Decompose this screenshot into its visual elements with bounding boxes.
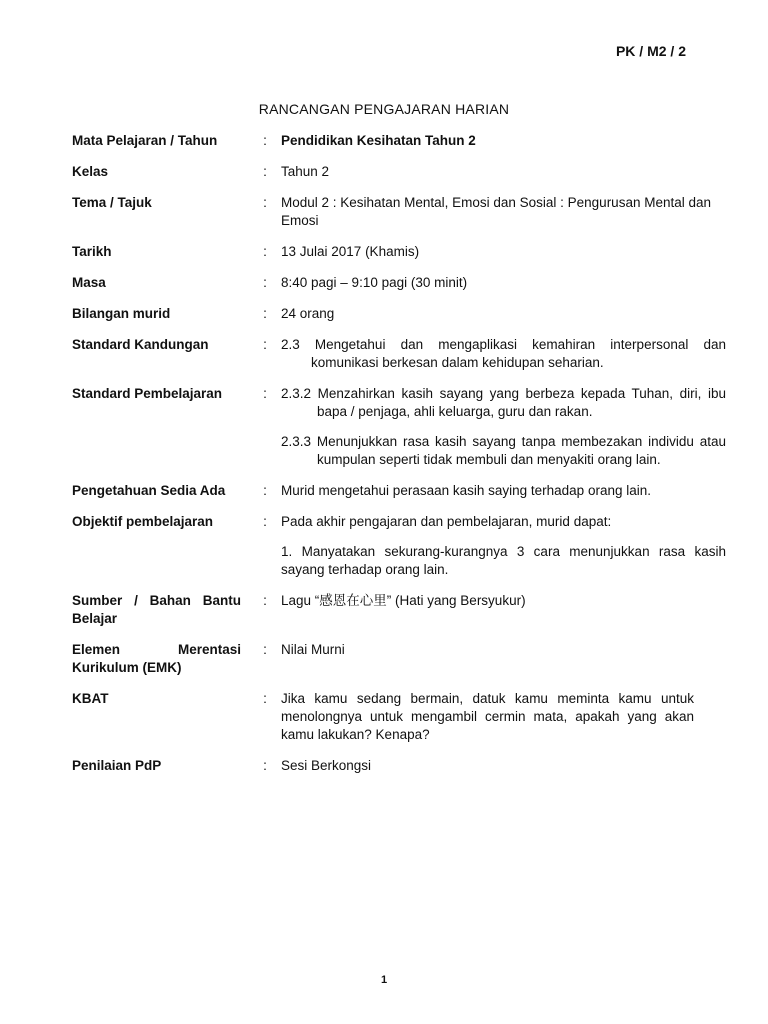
- field-label: KBAT: [72, 691, 109, 706]
- field-content-standard: [72, 335, 726, 372]
- field-label: Tema / Tajuk: [72, 195, 152, 210]
- field-students: [72, 304, 726, 323]
- field-colon: :: [263, 642, 267, 657]
- field-colon: :: [263, 593, 267, 608]
- field-colon: :: [263, 514, 267, 529]
- field-value: 13 Julai 2017 (Khamis): [281, 244, 420, 259]
- field-colon: :: [263, 244, 267, 259]
- field-subject: [72, 131, 726, 150]
- field-label: Masa: [72, 275, 106, 290]
- field-label: Mata Pelajaran / Tahun: [72, 133, 218, 148]
- field-value: Nilai Murni: [281, 642, 345, 657]
- field-label: Pengetahuan Sedia Ada: [72, 483, 226, 498]
- field-colon: :: [263, 691, 267, 706]
- field-hots: [72, 689, 726, 744]
- page-number: 1: [380, 974, 388, 986]
- field-colon: :: [263, 386, 267, 401]
- field-label: Standard Pembelajaran: [72, 386, 223, 401]
- objectives-intro: Pada akhir pengajaran dan pembelajaran, murid dapat:: [281, 514, 612, 529]
- field-theme: [72, 193, 726, 230]
- field-label: Objektif pembelajaran: [72, 514, 214, 529]
- learning-standard-item: 2.3.2 Menzahirkan kasih sayang yang berbeza kepada Tuhan, diri, ibu bapa / penjaga, ahli keluarga, guru dan rakan.: [281, 386, 726, 419]
- field-value: Pendidikan Kesihatan Tahun 2: [281, 133, 476, 148]
- document-code: PK / M2 / 2: [615, 43, 686, 59]
- field-value: Tahun 2: [281, 164, 330, 179]
- field-colon: :: [263, 483, 267, 498]
- field-learning-standard: [72, 384, 726, 469]
- field-colon: :: [263, 758, 267, 773]
- field-label: Sumber / Bahan Bantu Belajar: [72, 593, 241, 626]
- learning-standard-item: 2.3.3 Menunjukkan rasa kasih sayang tanpa membezakan individu atau kumpulan seperti tidak membuli dan menyakiti orang lain.: [281, 434, 726, 467]
- field-label: Penilaian PdP: [72, 758, 162, 773]
- document-title: RANCANGAN PENGAJARAN HARIAN: [258, 101, 510, 117]
- field-time: [72, 273, 726, 292]
- lesson-plan-fields: [72, 131, 726, 787]
- field-objectives: [72, 512, 726, 579]
- field-label: Standard Kandungan: [72, 337, 209, 352]
- field-value-list: [281, 384, 726, 469]
- field-value-list: [281, 512, 726, 579]
- field-label: Bilangan murid: [72, 306, 171, 321]
- field-value: Murid mengetahui perasaan kasih saying terhadap orang lain.: [281, 483, 651, 498]
- field-colon: :: [263, 164, 267, 179]
- field-cross-curricular: [72, 640, 726, 677]
- field-colon: :: [263, 337, 267, 352]
- objective-item: 1. Manyatakan sekurang-kurangnya 3 cara menunjukkan rasa kasih sayang terhadap orang lain.: [281, 544, 726, 577]
- field-resources: [72, 591, 726, 628]
- field-value: 24 orang: [281, 306, 335, 321]
- field-colon: :: [263, 195, 267, 210]
- field-assessment: [72, 756, 726, 775]
- field-label: Tarikh: [72, 244, 112, 259]
- field-value: Jika kamu sedang bermain, datuk kamu meminta kamu untuk menolongnya untuk mengambil cermin mata, apakah yang akan kamu lakukan? Kenapa?: [281, 691, 694, 742]
- field-prior-knowledge: [72, 481, 726, 500]
- field-value: 8:40 pagi – 9:10 pagi (30 minit): [281, 275, 468, 290]
- field-value: Sesi Berkongsi: [281, 758, 372, 773]
- field-value: Modul 2 : Kesihatan Mental, Emosi dan Sosial : Pengurusan Mental dan Emosi: [281, 195, 712, 228]
- field-colon: :: [263, 306, 267, 321]
- field-colon: :: [263, 133, 267, 148]
- field-class: [72, 162, 726, 181]
- field-value: Lagu “感恩在心里” (Hati yang Bersyukur): [281, 593, 526, 608]
- field-value: 2.3 Mengetahui dan mengaplikasi kemahiran interpersonal dan komunikasi berkesan dalam kehidupan seharian.: [281, 337, 726, 370]
- field-label: Kelas: [72, 164, 109, 179]
- field-colon: :: [263, 275, 267, 290]
- field-date: [72, 242, 726, 261]
- field-label: Elemen Merentasi Kurikulum (EMK): [72, 642, 241, 675]
